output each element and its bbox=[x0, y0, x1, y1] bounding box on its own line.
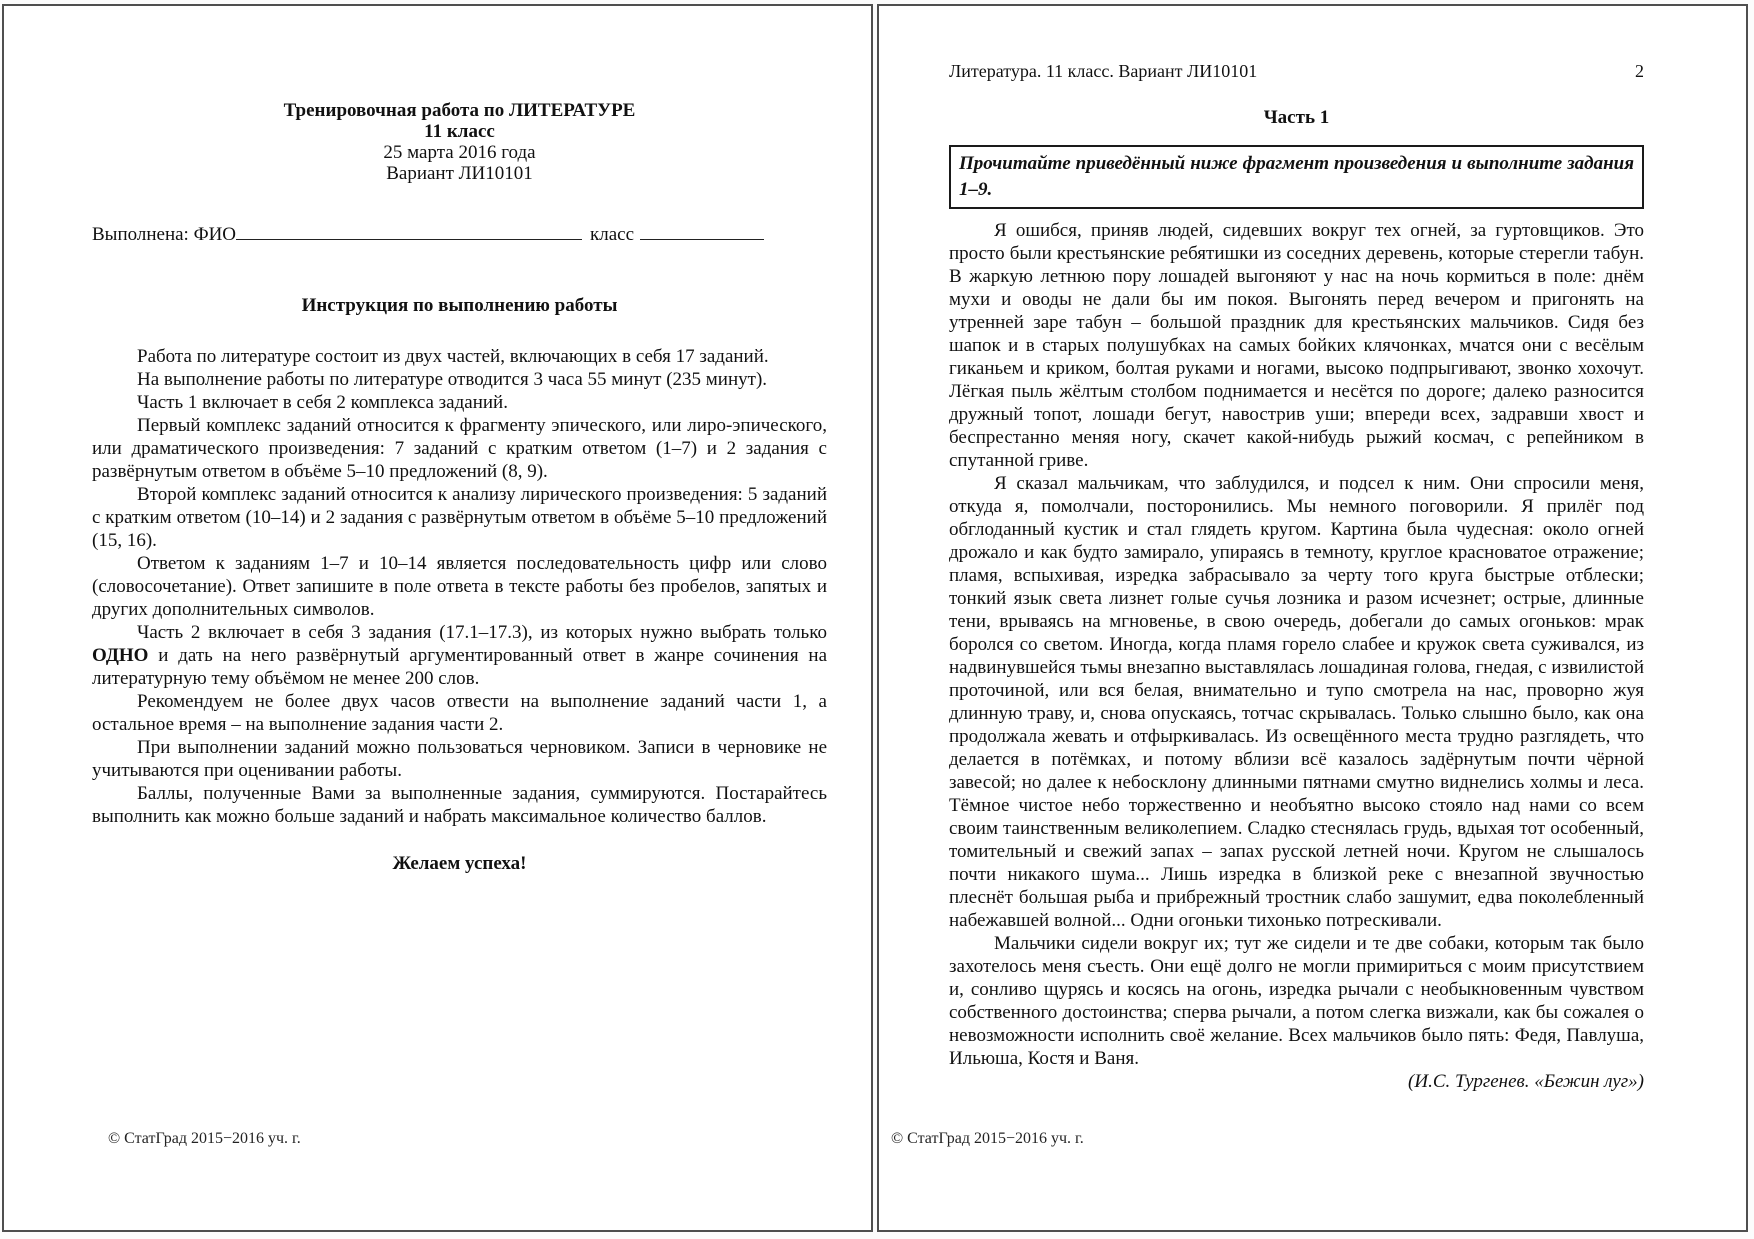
paragraph: Рекомендуем не более двух часов отвести на выполнение заданий части 1, а остальное время – на выполнение задания части 2. bbox=[92, 691, 827, 735]
paragraph: Часть 2 включает в себя 3 задания (17.1–17.3), из которых нужно выбрать только ОДНО и дать на него развёрнутый аргументированный ответ в жанре сочинения на литературную тему объёмом не менее 200 слов. bbox=[92, 622, 827, 689]
date-line: 25 марта 2016 года bbox=[383, 142, 536, 163]
class-label: класс bbox=[590, 224, 635, 245]
task-instruction-box: Прочитайте приведённый ниже фрагмент произведения и выполните задания 1–9. bbox=[949, 145, 1644, 209]
part-heading: Часть 1 bbox=[1263, 107, 1330, 128]
paragraph: Баллы, полученные Вами за выполненные задания, суммируются. Постарайтесь выполнить как можно больше заданий и набрать максимальное количество баллов. bbox=[92, 783, 827, 827]
page-2 bbox=[877, 4, 1748, 1232]
page-number: 2 bbox=[1635, 61, 1644, 81]
success-wish: Желаем успеха! bbox=[392, 853, 527, 874]
class-blank-line bbox=[640, 224, 764, 240]
paragraph: Я ошибся, приняв людей, сидевших вокруг тех огней, за гуртовщиков. Это просто были крестьянские ребятишки из соседних деревень, которые стерегли табун. В жаркую летнюю пору лошадей выгоняют у нас на ночь кормиться в поле: днём мухи и оводы не дали бы им покоя. Выгонять перед вечером и пригонять на утренней заре табун – большой праздник для крестьянских мальчиков. Сидя без шапок и в старых полушубках на самых бойких клячонках, мчатся они с весёлым гиканьем и криком, болтая руками и ногами, высоко подпрыгивают, звонко хохочут. Лёгкая пыль жёлтым столбом поднимается и несётся по дороге; далеко разносится дружный топот, лошади бегут, навострив уши; впереди всех, задравши хвост и беспрестанно меняя ногу, скачет какой-нибудь рыжий космач, с репейником в спутанной гриве. bbox=[949, 219, 1644, 471]
fio-blank-line bbox=[236, 224, 582, 240]
paragraph: Работа по литературе состоит из двух частей, включающих в себя 17 заданий. bbox=[137, 346, 769, 367]
paragraph: Часть 1 включает в себя 2 комплекса заданий. bbox=[137, 392, 508, 413]
running-title: Литература. 11 класс. Вариант ЛИ10101 bbox=[949, 61, 1258, 81]
fragment-text bbox=[949, 219, 1644, 1070]
fio-label: Выполнена: ФИО bbox=[92, 224, 237, 245]
instruction-heading: Инструкция по выполнению работы bbox=[301, 295, 618, 316]
paragraph: Ответом к заданиям 1–7 и 10–14 является последовательность цифр или слово (словосочетание). Ответ запишите в поле ответа в тексте работы без пробелов, запятых и других дополнительных символов. bbox=[92, 553, 827, 620]
work-title: Тренировочная работа по ЛИТЕРАТУРЕ bbox=[283, 100, 636, 121]
instruction-text bbox=[92, 345, 827, 828]
fio-row bbox=[92, 224, 827, 246]
paragraph: Первый комплекс заданий относится к фрагменту эпического, или лиро-эпического, или драматического произведения: 7 заданий с кратким ответом (1–7) и 2 задания с развёрнутым ответом в объёме 5–10 предложений (8, 9). bbox=[92, 415, 827, 482]
variant-line: Вариант ЛИ10101 bbox=[386, 163, 533, 184]
title-block bbox=[92, 100, 827, 184]
paragraph: Второй комплекс заданий относится к анализу лирического произведения: 5 заданий с кратким ответом (10–14) и 2 задания с развёрнутым ответом в объёме 5–10 предложений (15, 16). bbox=[92, 484, 827, 551]
grade-line: 11 класс bbox=[424, 121, 495, 142]
paragraph: При выполнении заданий можно пользоваться черновиком. Записи в черновике не учитываются при оценивании работы. bbox=[92, 737, 827, 781]
page-header bbox=[949, 60, 1644, 82]
copyright-footer: © СтатГрад 2015−2016 уч. г. bbox=[108, 1130, 301, 1147]
attribution: (И.С. Тургенев. «Бежин луг») bbox=[1408, 1070, 1644, 1092]
paragraph: На выполнение работы по литературе отводится 3 часа 55 минут (235 минут). bbox=[137, 369, 768, 390]
copyright-footer: © СтатГрад 2015−2016 уч. г. bbox=[891, 1130, 1084, 1147]
paragraph: Мальчики сидели вокруг их; тут же сидели и те две собаки, которым так было захотелось меня съесть. Они ещё долго не могли примириться с моим присутствием и, сонливо щурясь и косясь на огонь, изредка рычали с необыкновенным чувством собственного достоинства; сперва рычали, а потом слегка визжали, как бы сожалея о невозможности исполнить своё желание. Всех мальчиков было пять: Федя, Павлуша, Ильюша, Костя и Ваня. bbox=[949, 932, 1644, 1069]
paragraph: Я сказал мальчикам, что заблудился, и подсел к ним. Они спросили меня, откуда я, помолчали, посторонились. Мы немного поговорили. Я прилёг под обглоданный кустик и стал глядеть кругом. Картина была чудесная: около огней дрожало и как будто замирало, упираясь в темноту, круглое красноватое отражение; пламя, вспыхивая, изредка забрасывало за черту того круга быстрые отблески; тонкий язык света лизнет голые сучья лозника и разом исчезнет; острые, длинные тени, врываясь на мгновенье, в свою очередь, добегали до самых огоньков: мрак боролся со светом. Иногда, когда пламя горело слабее и кружок света суживался, из надвинувшейся тьмы внезапно выставлялась лошадиная голова, гнедая, с извилистой проточиной, или вся белая, внимательно и тупо смотрела на нас, проворно жуя длинную траву, и, снова опускаясь, тотчас скрывалась. Только слышно было, как она продолжала жевать и отфыркивалась. Из освещённого места трудно разглядеть, что делается в потёмках, и потому вблизи всё казалось задёрнутым почти чёрной завесой; но далее к небосклону длинными пятнами смутно виднелись холмы и леса. Тёмное чистое небо торжественно и необъятно высоко стояло над нами со всем своим таинственным великолепием. Сладко стеснялась грудь, вдыхая тот особенный, томительный и свежий запах – запах русской летней ночи. Кругом не слышалось почти никакого шума... Лишь изредка в близкой реке с внезапной звучностью плеснёт большая рыба и прибрежный тростник слабо зашумит, едва поколебленный набежавшей волной... Одни огоньки тихонько потрескивали. bbox=[949, 472, 1644, 931]
page-1 bbox=[2, 4, 873, 1232]
